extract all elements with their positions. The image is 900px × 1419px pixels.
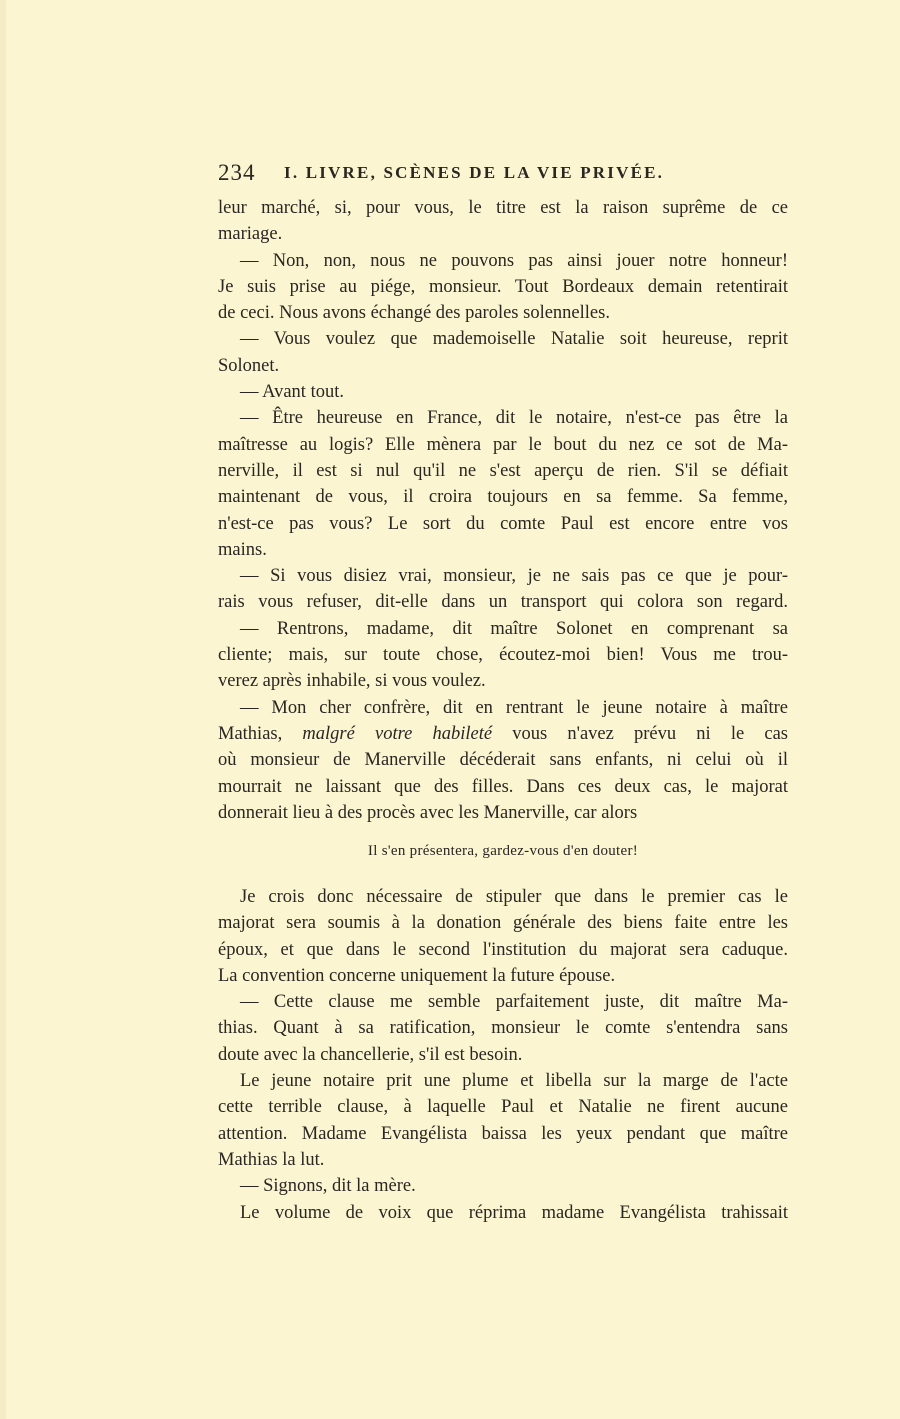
page-number: 234 [218,160,256,185]
text-line: — Avant tout. [240,382,344,403]
text-line: Je crois donc nécessaire de stipuler que dans le premier cas le [240,887,788,907]
text-line: — Être heureuse en France, dit le notaire, n'est-ce pas être la [240,408,788,429]
verse-quote: Il s'en présentera, gardez-vous d'en douter! [367,843,639,859]
text-line: Le jeune notaire prit une plume et libella sur la marge de l'acte [240,1071,788,1092]
text-line: doute avec la chancellerie, s'il est besoin. [218,1044,523,1065]
text-line: — Si vous disiez vrai, monsieur, je ne sais pas ce que je pour- [240,566,788,587]
text-line: époux, et que dans le second l'institution du majorat sera caduque. [218,939,788,960]
text-line: — Vous voulez que mademoiselle Natalie soit heureuse, reprit [240,329,788,350]
text-line: — Signons, dit la mère. [240,1176,416,1197]
text-line: de ceci. Nous avons échangé des paroles solennelles. [218,303,610,324]
text-line: mains. [218,539,267,560]
text-line: Mathias la lut. [218,1149,325,1170]
text-line: nerville, il est si nul qu'il ne s'est aperçu de rien. S'il se défiait [218,460,788,481]
text-line: Mathias, malgré votre habileté vous n'avez prévu ni le cas [218,723,788,744]
text-block-1 [218,195,788,826]
page-header [218,160,788,190]
text-line: thias. Quant à sa ratification, monsieur le comte s'entendra sans [218,1018,788,1039]
text-line: mourrait ne laissant que des filles. Dans ces deux cas, le majorat [218,776,788,797]
text-line: leur marché, si, pour vous, le titre est la raison suprême de ce [218,198,788,218]
text-line: attention. Madame Evangélista baissa les yeux pendant que maître [218,1123,788,1144]
running-head: I. LIVRE, SCÈNES DE LA VIE PRIVÉE. [284,163,665,182]
text-line: Je suis prise au piége, monsieur. Tout Bordeaux demain retentirait [218,276,788,297]
page-edge [0,0,6,1419]
text-line: La convention concerne uniquement la future épouse. [218,965,616,986]
text-line: mariage. [218,224,283,245]
text-block-2 [218,884,788,1226]
text-line: maîtresse au logis? Elle mènera par le bout du nez ce sot de Ma- [218,434,788,455]
text-line: verez après inhabile, si vous voulez. [218,671,486,692]
text-line: maintenant de vous, il croira toujours en sa femme. Sa femme, [218,487,788,508]
text-line: où monsieur de Manerville décéderait sans enfants, ni celui où il [218,750,788,771]
text-line: n'est-ce pas vous? Le sort du comte Paul est encore entre vos [218,513,788,534]
italic-phrase: malgré votre habileté [302,723,493,744]
text-line: donnerait lieu à des procès avec les Manerville, car alors [218,802,638,823]
text-line: cette terrible clause, à laquelle Paul et Natalie ne firent aucune [218,1097,788,1118]
text-line: — Rentrons, madame, dit maître Solonet en comprenant sa [240,618,788,639]
text-line: Le volume de voix que réprima madame Evangélista trahissait [240,1202,788,1223]
text-line: rais vous refuser, dit-elle dans un transport qui colora son regard. [218,592,788,613]
text-line: Solonet. [218,355,280,376]
text-line: majorat sera soumis à la donation générale des biens faite entre les [218,913,788,934]
text-line: — Mon cher confrère, dit en rentrant le jeune notaire à maître [240,697,788,718]
text-line: — Cette clause me semble parfaitement juste, dit maître Ma- [240,992,788,1013]
text-line: cliente; mais, sur toute chose, écoutez-moi bien! Vous me trou- [218,645,788,666]
text-line: — Non, non, nous ne pouvons pas ainsi jouer notre honneur! [240,250,788,271]
